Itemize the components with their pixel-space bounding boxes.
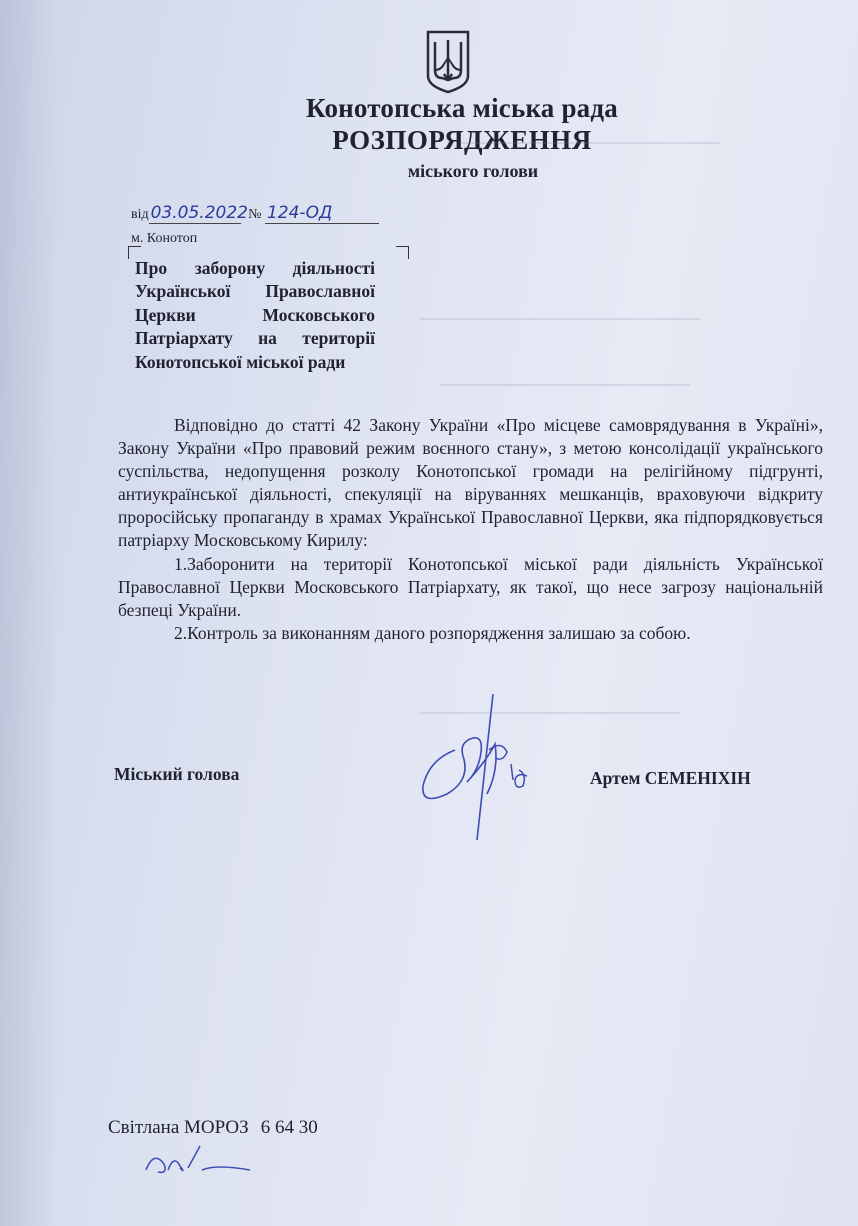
page-shadow: [0, 0, 60, 1226]
date-number-line: [131, 203, 379, 224]
item-1-paragraph: 1.Заборонити на території Конотопської міської ради діяльність Української Православної Церкви Московського Патріархату, як такої, що несе загрозу національній безпеці України.: [118, 553, 823, 620]
date-value: 03.05.2022: [150, 203, 248, 223]
signatory-role: Міський голова: [114, 764, 240, 784]
document-body: [118, 414, 823, 645]
executor-line: [108, 1117, 318, 1139]
issuer: міського голови: [407, 161, 539, 181]
council-name: Конотопська міська рада: [306, 93, 618, 123]
preamble-paragraph: Відповідно до статті 42 Закону України «Про місцеве самоврядування в Україні», Закону України «Про правовий режим воєнного стану», з метою консолідації українського суспільства, недопущення розколу Конотопської громади на релігійному підгрунті, антиукраїнської діяльності, спекуляції на віруваннях мешканців, враховуючи відкриту проросійську пропаганду в храмах Української Православної Церкви, яка підпорядковується патріарху Московському Кирилу:: [118, 415, 823, 551]
document-type: РОЗПОРЯДЖЕННЯ: [332, 125, 592, 155]
bleed-through-mark: [440, 384, 690, 386]
item-2-paragraph: 2.Контроль за виконанням даного розпорядження залишаю за собою.: [174, 622, 691, 643]
executor-name: Світлана МОРОЗ: [108, 1117, 249, 1138]
number-value: 124-ОД: [265, 203, 379, 224]
number-prefix: №: [248, 207, 262, 222]
executor-phone: 6 64 30: [260, 1117, 318, 1138]
subject-title: Про заборону діяльності Української Православної Церкви Московського Патріархату на території Конотопської міської ради: [135, 258, 375, 372]
city: м. Конотоп: [131, 231, 198, 246]
executor-initials-signature: [140, 1140, 260, 1180]
signatory-name: Артем СЕМЕНІХІН: [590, 768, 751, 788]
bleed-through-mark: [420, 712, 680, 714]
subject-bracket-right: [396, 246, 409, 259]
bleed-through-mark: [420, 318, 700, 320]
bleed-through-mark: [460, 142, 720, 144]
date-prefix: від: [131, 207, 149, 222]
trident-emblem-icon: [424, 30, 472, 94]
